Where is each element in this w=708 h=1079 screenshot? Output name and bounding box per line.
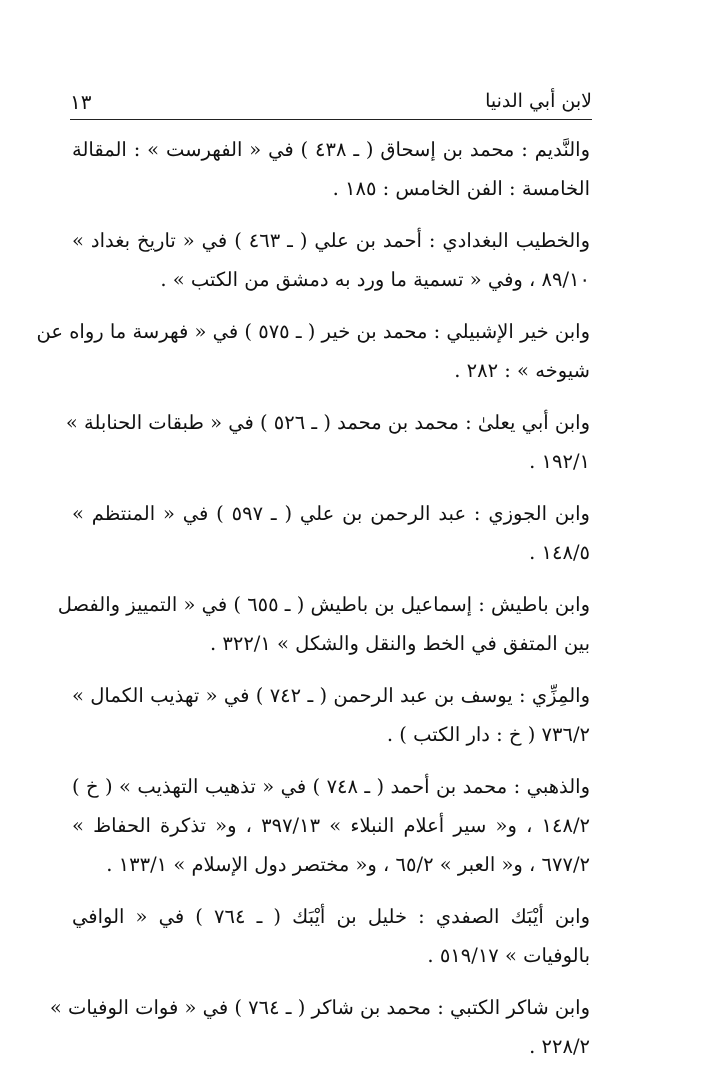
entry-line: ٦٧٧/٢ ، و« العبر » ٦٥/٢ ، و« مختصر دول الإسلام » ١٣٣/١ . xyxy=(106,853,590,876)
entries-list xyxy=(36,130,590,1079)
entry-line: والخطيب البغدادي : أحمد بن علي ( ـ ٤٦٣ ) في « تاريخ بغداد » xyxy=(72,229,590,252)
entry-ibn-shakir-al-kutubi xyxy=(49,988,590,1066)
header-rule xyxy=(70,119,592,120)
entry-line: وابن شاكر الكتبي : محمد بن شاكر ( ـ ٧٦٤ ) في « فوات الوفيات » xyxy=(49,996,590,1019)
entry-al-safadi xyxy=(72,897,590,975)
entry-al-mizzi xyxy=(72,676,590,754)
entry-line: ١٤٨/٥ . xyxy=(529,541,590,564)
entry-al-nadim xyxy=(72,130,590,208)
entry-line: وابن خير الإشبيلي : محمد بن خير ( ـ ٥٧٥ ) في « فهرسة ما رواه عن xyxy=(36,320,590,343)
entry-line: ٢٢٨/٢ . xyxy=(529,1035,590,1058)
entry-ibn-abi-yala xyxy=(65,403,590,481)
entry-line: والنَّديم : محمد بن إسحاق ( ـ ٤٣٨ ) في « الفهرست » : المقالة xyxy=(72,138,590,161)
page-number: ١٣ xyxy=(70,90,92,114)
entry-line: وابن الجوزي : عبد الرحمن بن علي ( ـ ٥٩٧ ) في « المنتظم » xyxy=(72,502,590,525)
entry-line: ١٩٢/١ . xyxy=(529,450,590,473)
entry-line: والمِزِّي : يوسف بن عبد الرحمن ( ـ ٧٤٢ ) في « تهذيب الكمال » xyxy=(72,684,590,707)
entry-line: بين المتفق في الخط والنقل والشكل » ٣٢٢/١ . xyxy=(209,632,590,655)
entry-line: الخامسة : الفن الخامس : ١٨٥ . xyxy=(332,177,590,200)
entry-al-khatib-al-baghdadi xyxy=(72,221,590,299)
entry-line: ١٤٨/٢ ، و« سير أعلام النبلاء » ٣٩٧/١٣ ، و« تذكرة الحفاظ » xyxy=(72,814,590,837)
running-header xyxy=(70,90,592,118)
entry-line: والذهبي : محمد بن أحمد ( ـ ٧٤٨ ) في « تذهيب التهذيب » ( خ ) xyxy=(72,775,590,798)
entry-line: ٧٣٦/٢ ( خ : دار الكتب ) . xyxy=(386,723,590,746)
entry-ibn-al-jawzi xyxy=(72,494,590,572)
entry-line: شيوخه » : ٢٨٢ . xyxy=(454,359,590,382)
entry-line: وابن أبي يعلىٰ : محمد بن محمد ( ـ ٥٢٦ ) في « طبقات الحنابلة » xyxy=(65,411,590,434)
entry-al-dhahabi xyxy=(72,767,590,884)
header-title: لابن أبي الدنيا xyxy=(485,90,592,112)
entry-ibn-batish xyxy=(57,585,590,663)
entry-line: بالوفيات » ٥١٩/١٧ . xyxy=(427,944,590,967)
entry-line: ٨٩/١٠ ، وفي « تسمية ما ورد به دمشق من الكتب » . xyxy=(160,268,590,291)
entry-ibn-khayr-al-ishbili xyxy=(36,312,590,390)
entry-line: وابن أيْبَك الصفدي : خليل بن أيْبَك ( ـ ٧٦٤ ) في « الوافي xyxy=(72,905,590,928)
entry-line: وابن باطيش : إسماعيل بن باطيش ( ـ ٦٥٥ ) في « التمييز والفصل xyxy=(57,593,590,616)
